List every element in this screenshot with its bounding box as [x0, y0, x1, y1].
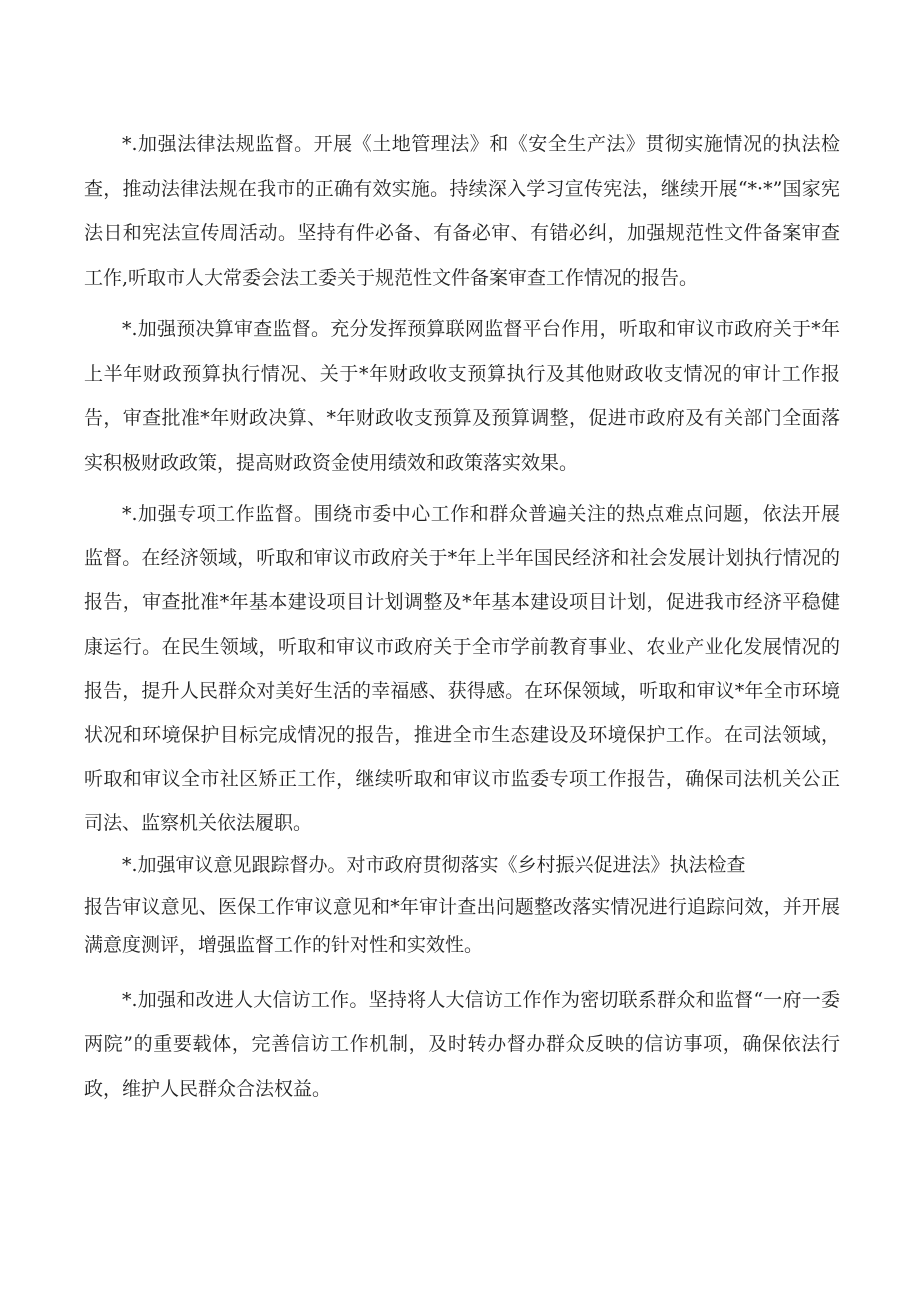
- paragraph-special-work-supervision: *.加强专项工作监督。围绕市委中心工作和群众普遍关注的热点难点问题，依法开展监督。在经济领域，听取和审议市政府关于*年上半年国民经济和社会发展计划执行情况的报告，审查批准*年基本建设项目计划调整及*年基本建设项目计划，促进我市经济平稳健康运行。在民生领域，听取和审议市政府关于全市学前教育事业、农业产业化发展情况的报告，提升人民群众对美好生活的幸福感、获得感。在环保领域，听取和审议*年全市环境状况和环境保护目标完成情况的报告，推进全市生态建设及环境保护工作。在司法领域，听取和审议全市社区矫正工作，继续听取和审议市监委专项工作报告，确保司法机关公正司法、监察机关依法履职。: [84, 503, 840, 835]
- paragraph-legal-supervision: *.加强法律法规监督。开展《土地管理法》和《安全生产法》贯彻实施情况的执法检查，推动法律法规在我市的正确有效实施。持续深入学习宣传宪法，继续开展“*·*”国家宪法日和宪法宣传周活动。坚持有件必备、有备必审、有错必纠，加强规范性文件备案审查工作,听取市人大常委会法工委关于规范性文件备案审查工作情况的报告。: [84, 133, 840, 289]
- paragraph-petition-work: *.加强和改进人大信访工作。坚持将人大信访工作作为密切联系群众和监督“一府一委两院”的重要载体，完善信访工作机制，及时转办督办群众反映的信访事项，确保依法行政，维护人民群众合法权益。: [84, 988, 840, 1100]
- paragraph-review-opinion-heading: *.加强审议意见跟踪督办。对市政府贯彻落实《乡村振兴促进法》执法检查: [122, 853, 746, 876]
- document-page: [84, 122, 840, 1111]
- paragraph-budget-supervision: *.加强预决算审查监督。充分发挥预算联网监督平台作用，听取和审议市政府关于*年上半年财政预算执行情况、关于*年财政收支预算执行及其他财政收支情况的审计工作报告，审查批准*年财政决算、*年财政收支预算及预算调整，促进市政府及有关部门全面落实积极财政政策，提高财政资金使用绩效和政策落实效果。: [84, 318, 840, 474]
- paragraph-review-opinion-body: 报告审议意见、医保工作审议意见和*年审计查出问题整改落实情况进行追踪问效，并开展满意度测评，增强监督工作的针对性和实效性。: [84, 895, 840, 956]
